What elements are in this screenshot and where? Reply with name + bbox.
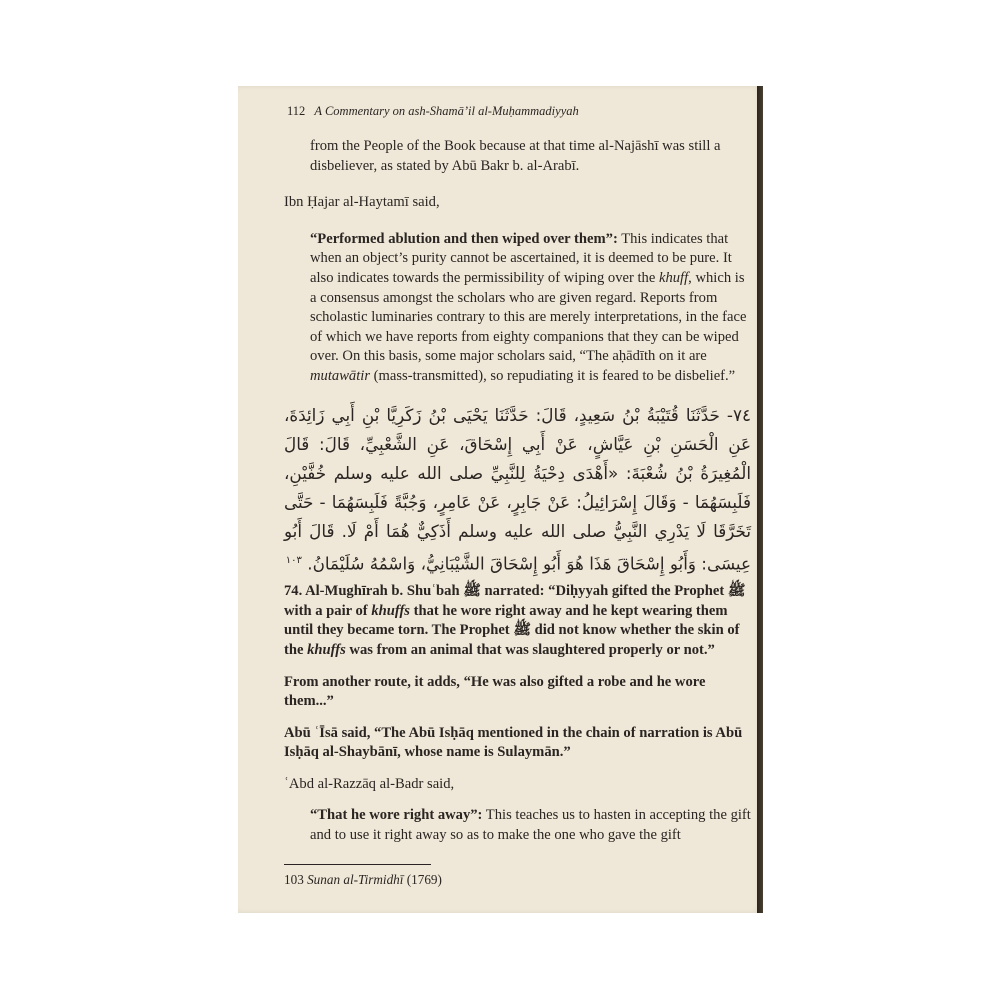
- hadith-74-term-1: khuffs: [371, 602, 410, 619]
- haytami-quote: [310, 230, 751, 387]
- hadith-74-part-3: was from an animal that was slaughtered properly or not.”: [345, 641, 715, 658]
- footnote-number: 103: [284, 872, 304, 887]
- term-mutawatir: mutawātir: [310, 367, 371, 384]
- abu-isa-paragraph: Abū ʿĪsā said, “The Abū Isḥāq mentioned in the chain of narration is Abū Isḥāq al-Shaybānī, whose name is Sulaymān.”: [284, 724, 743, 761]
- footnote: [284, 872, 442, 888]
- badr-quote-heading: “That he wore right away”:: [310, 807, 483, 824]
- badr-label: ʿAbd al-Razzāq al-Badr said,: [284, 775, 455, 792]
- footnote-divider: [284, 864, 431, 865]
- running-head: [287, 104, 751, 119]
- intro-paragraph: from the People of the Book because at that time al-Najāshī was still a disbeliever, as stated by Abū Bakr b. al-Arabī.: [310, 138, 721, 174]
- badr-text: This teaches us to hasten in accepting the gift and to use it right away so as to make the one who gave the gift: [310, 807, 751, 844]
- book-title: A Commentary on ash-Shamā’il al-Muḥammadiyyah: [314, 104, 579, 118]
- footnote-source: Sunan al-Tirmidhī: [307, 872, 404, 887]
- another-route-paragraph: From another route, it adds, “He was also gifted a robe and he wore them...”: [284, 673, 706, 710]
- hadith-74-part-1: 74. Al-Mughīrah b. Shuʿbah ﷺ narrated: “Diḥyyah gifted the Prophet ﷺ with a pair of: [284, 583, 746, 619]
- haytami-text-1: This indicates that when an object’s purity cannot be ascertained, it is deemed to be pure. It also indicates towards the permissibility of wiping over the: [310, 230, 732, 286]
- hadith-74-translation: [284, 582, 751, 660]
- haytami-text-3: (mass-transmitted), so repudiating it is feared to be disbelief.”: [370, 367, 736, 384]
- arabic-hadith-text: [284, 401, 751, 579]
- page-edge: [757, 86, 763, 913]
- haytami-text-2: , which is a consensus amongst the scholars who are given regard. Reports from scholastic luminaries contrary to this are merely interpretations, in the face of which we have reports from eighty companions that they can be wiped over. On this basis, some major scholars said, “The aḥādīth on it are: [310, 269, 747, 365]
- hadith-74-term-2: khuffs: [307, 641, 346, 658]
- page-content: [284, 104, 751, 846]
- haytami-label: Ibn Ḥajar al-Haytamī said,: [284, 194, 440, 211]
- page-number: 112: [287, 104, 306, 118]
- footnote-ref: (1769): [406, 872, 442, 887]
- arabic-footnote-mark: ١٠٣: [285, 554, 302, 566]
- book-page: [238, 86, 761, 913]
- haytami-quote-heading: “Performed ablution and then wiped over them”:: [310, 230, 618, 247]
- term-khuff: khuff: [658, 269, 689, 286]
- arabic-text: ٧٤- حَدَّثَنَا قُتَيْبَةُ بْنُ سَعِيدٍ، قَالَ: حَدَّثَنَا يَحْيَى بْنُ زَكَرِيَّا بْنِ أَبِي زَائِدَةَ، عَنِ الْحَسَنِ بْنِ عَيَّاشٍ، عَنْ أَبِي إِسْحَاقَ، عَنِ الشَّعْبِيِّ، قَالَ: قَالَ الْمُغِيرَةُ بْنُ شُعْبَةَ: «أَهْدَى دِحْيَةُ لِلنَّبِيِّ صلى الله عليه وسلم خُفَّيْنِ، فَلَبِسَهُمَا - وَقَالَ إِسْرَائِيلُ: عَنْ جَابِرٍ، عَنْ عَامِرٍ، وَجُبَّةً فَلَبِسَهُمَا - حَتَّى تَخَرَّقَا لَا يَدْرِي النَّبِيُّ صلى الله عليه وسلم أَذَكِيٌّ هُمَا أَمْ لَا. قَالَ أَبُو عِيسَى: وَأَبُو إِسْحَاقَ هَذَا هُوَ أَبُو إِسْحَاقَ الشَّيْبَانِيُّ، وَاسْمُهُ سُلَيْمَانُ.: [284, 404, 751, 574]
- hadith-74-part-2: that he wore right away and he kept wearing them until they became torn. The Prophet ﷺ did not know whether the skin of the: [284, 602, 740, 658]
- badr-quote: [310, 806, 751, 845]
